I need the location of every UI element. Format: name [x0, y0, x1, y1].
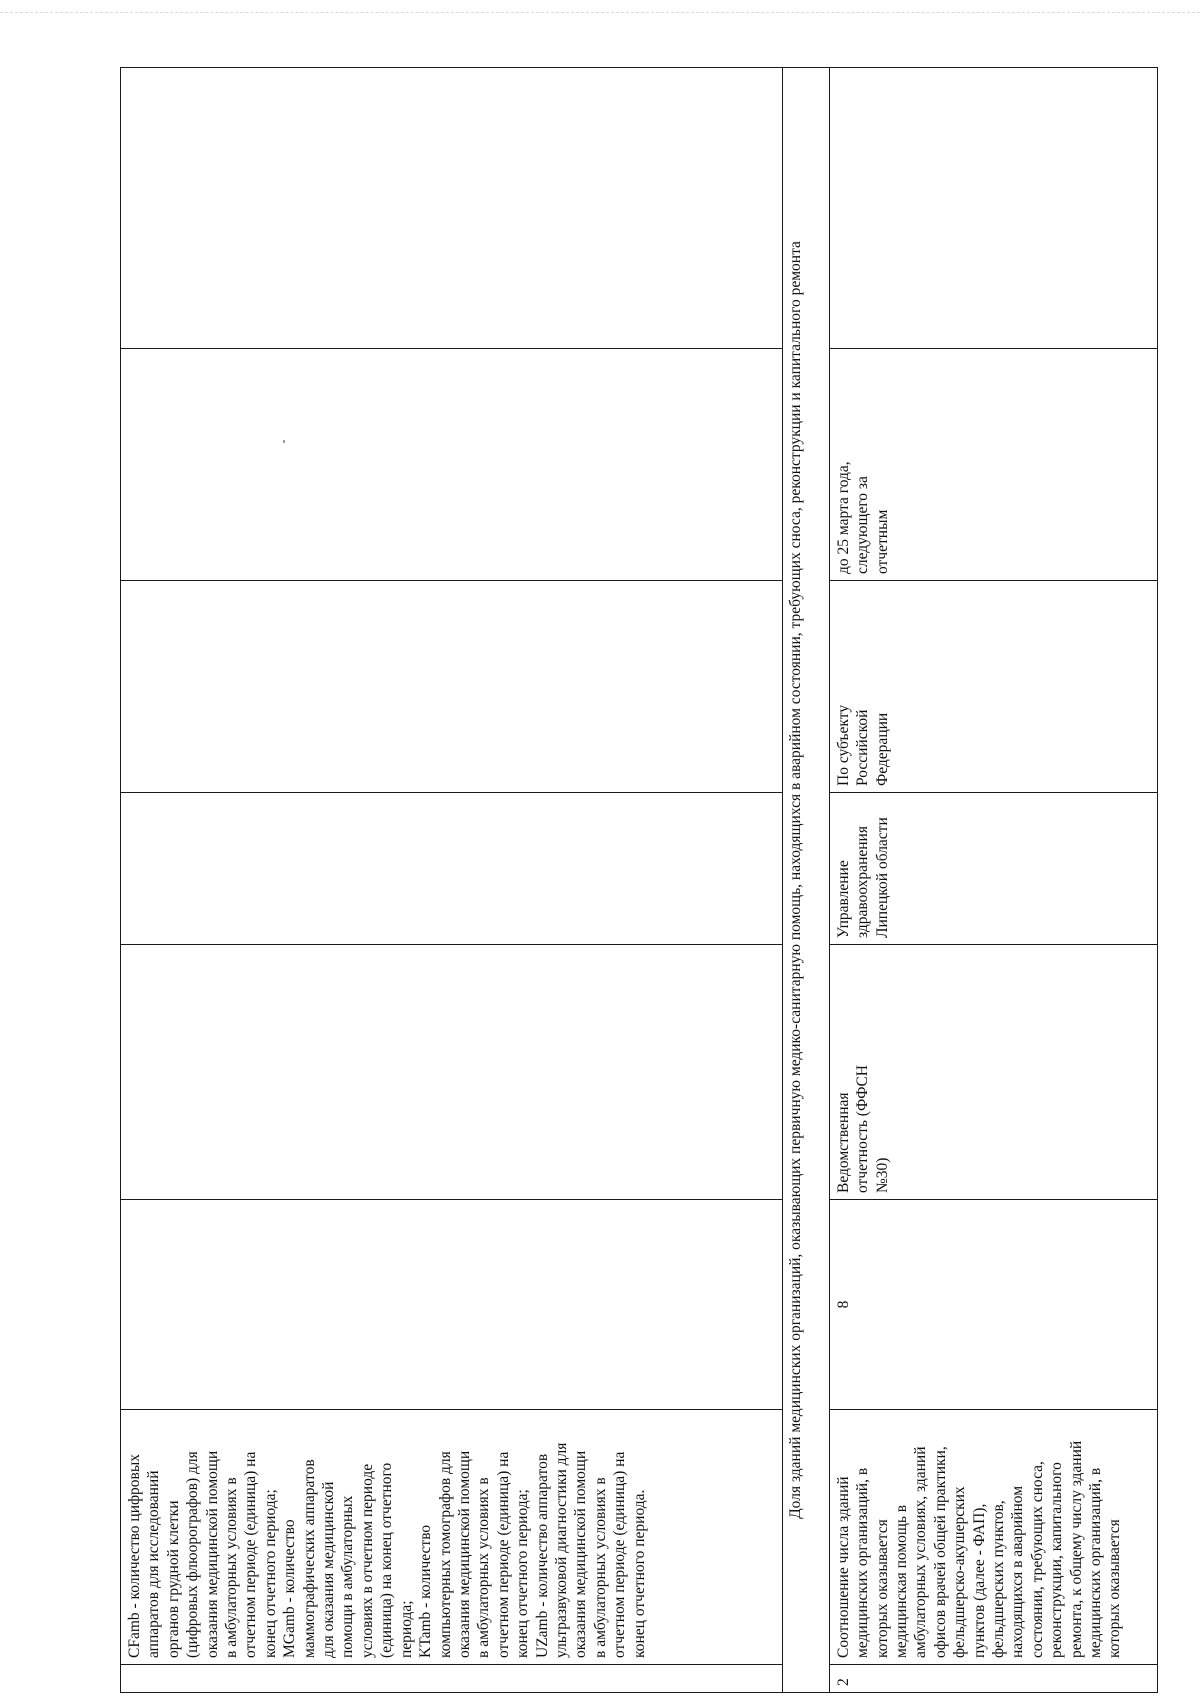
- scan-edge-line: [0, 12, 1200, 13]
- rotated-table-container: [120, 68, 1158, 1693]
- table-row: [829, 68, 1157, 1693]
- indicator-table: [120, 67, 1158, 1693]
- indicator-name-cell: Соотношение числа зданий медицинских организаций, в которых оказывается медицинская помощь в амбулаторных условиях, зданий офисов врачей общей практики, фельдшерско-акушерских пунктов (далее - ФАП), фельдшерских пунктов, находящихся в аварийном состоянии, требующих сноса, реконструкции, капитального ремонта, к общему числу зданий медицинских организаций, в которых оказывается: [829, 1410, 1157, 1665]
- row-number-cell: [121, 1665, 783, 1693]
- section-header-row: [782, 68, 829, 1693]
- empty-cell: [121, 68, 783, 349]
- level-cell: По субъекту Российской Федерации: [829, 581, 1157, 793]
- section-header: Доля зданий медицинских организаций, оказывающих первичную медико-санитарную помощь, находящихся в аварийном состоянии, требующих сноса, реконструкции и капитального ремонта: [782, 68, 829, 1693]
- table-row: [121, 68, 783, 1693]
- source-cell: Ведомственная отчетность (ФФСН №30): [829, 945, 1157, 1200]
- row-number-cell: 2: [829, 1665, 1157, 1693]
- responsible-cell: Управление здравоохранения Липецкой области: [829, 793, 1157, 945]
- empty-cell: [121, 945, 783, 1200]
- empty-cell: [829, 68, 1157, 349]
- empty-cell: [121, 793, 783, 945]
- empty-cell: [121, 349, 783, 581]
- empty-cell: [121, 1200, 783, 1410]
- empty-cell: [121, 581, 783, 793]
- formula-description-cell: CFamb - количество цифровых аппаратов для исследований органов грудной клетки (цифровых флюорографов) для оказания медицинской помощи в амбулаторных условиях в отчетном периоде (единица) на конец отчетного периода; MGamb - количество маммографических аппаратов для оказания медицинской помощи в амбулаторных условиях в отчетном периоде (единица) на конец отчетного периода; KTamb - количество компьютерных томографов для оказания медицинской помощи в амбулаторных условиях в отчетном периоде (единица) на конец отчетного периода; UZamb - количество аппаратов ультразвуковой диагностики для оказания медицинской помощи в амбулаторных условиях в отчетном периоде (единица) на конец отчетного периода.: [121, 1410, 783, 1665]
- code-cell: 8: [829, 1200, 1157, 1410]
- deadline-cell: до 25 марта года, следующего за отчетным: [829, 349, 1157, 581]
